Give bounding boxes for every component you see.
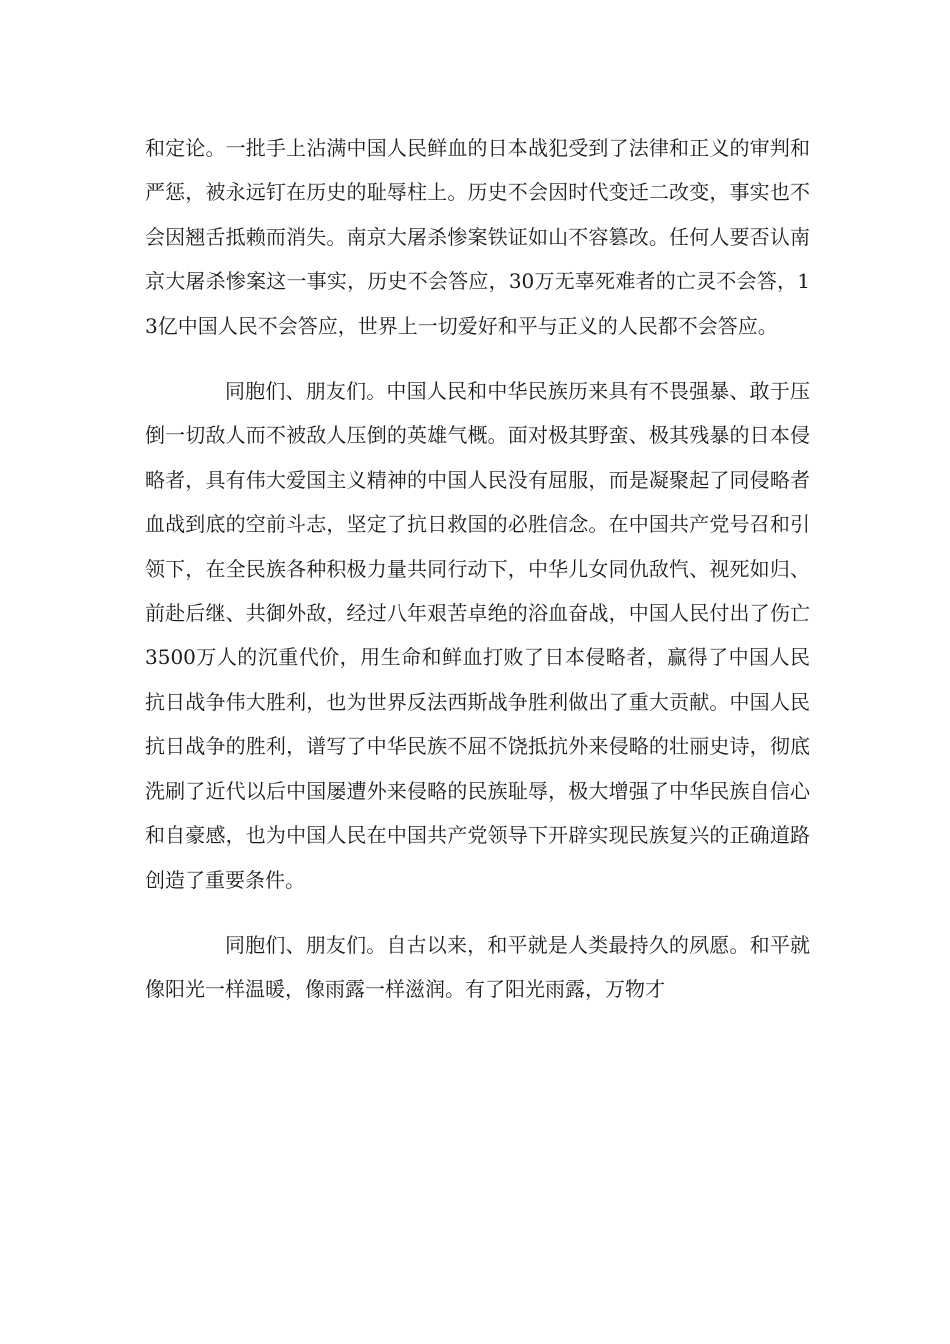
paragraph-1: 和定论。一批手上沾满中国人民鲜血的日本战犯受到了法律和正义的审判和严惩，被永远钉在历史的耻辱柱上。历史不会因时代变迁二改变，事实也不会因翘舌抵赖而消失。南京大屠杀惨案铁证如山不容篡改。任何人要否认南京大屠杀惨案这一事实，历史不会答应，30万无辜死难者的亡灵不会答，13亿中国人民不会答应，世界上一切爱好和平与正义的人民都不会答应。 (145, 136, 810, 338)
paragraph-3: 同胞们、朋友们。自古以来，和平就是人类最持久的夙愿。和平就像阳光一样温暖，像雨露一样滋润。有了阳光雨露，万物才 (145, 932, 810, 1002)
document-body (145, 126, 810, 1033)
paragraph-2: 同胞们、朋友们。中国人民和中华民族历来具有不畏强暴、敢于压倒一切敌人而不被敌人压倒的英雄气概。面对极其野蛮、极其残暴的日本侵略者，具有伟大爱国主义精神的中国人民没有屈服，而是凝聚起了同侵略者血战到底的空前斗志，坚定了抗日救国的必胜信念。在中国共产党号召和引领下，在全民族各种积极力量共同行动下，中华儿女同仇敌忾、视死如归、前赴后继、共御外敌，经过八年艰苦卓绝的浴血奋战，中国人民付出了伤亡3500万人的沉重代价，用生命和鲜血打败了日本侵略者，赢得了中国人民抗日战争伟大胜利，也为世界反法西斯战争胜利做出了重大贡献。中国人民抗日战争的胜利，谱写了中华民族不屈不饶抵抗外来侵略的壮丽史诗，彻底洗刷了近代以后中国屡遭外来侵略的民族耻辱，极大增强了中华民族自信心和自豪感，也为中国人民在中国共产党领导下开辟实现民族复兴的正确道路创造了重要条件。 (145, 379, 810, 892)
